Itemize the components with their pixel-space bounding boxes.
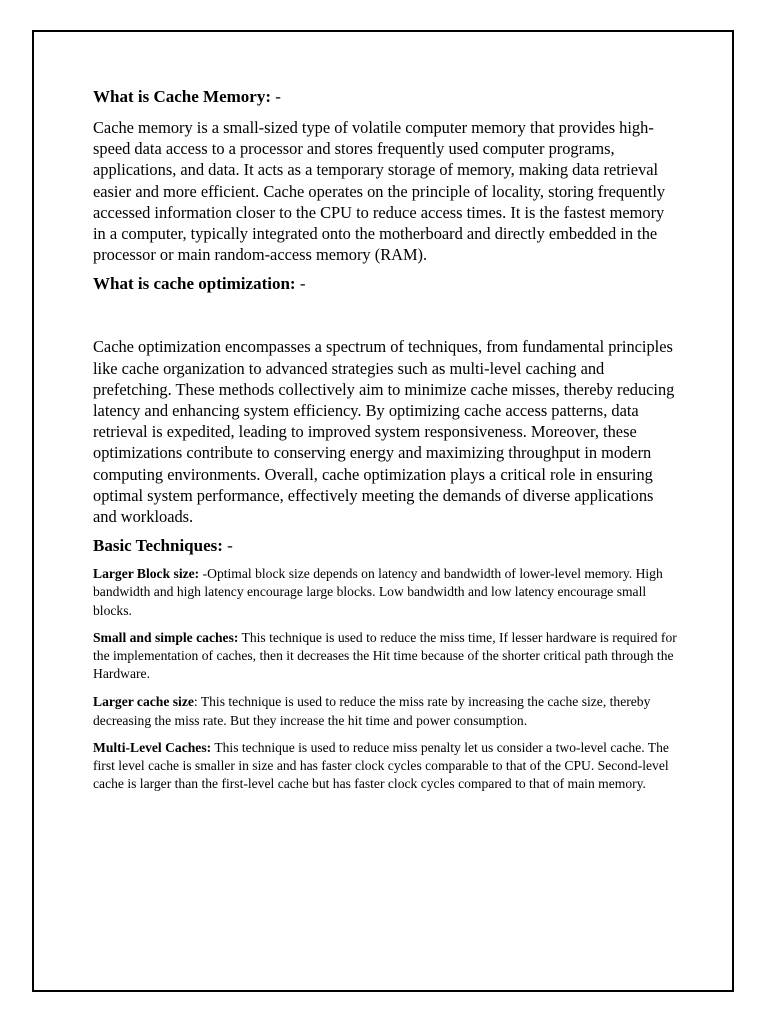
heading-basic-techniques-suffix: -	[222, 536, 233, 556]
technique-term: Larger Block size:	[93, 566, 200, 582]
technique-multi-level-caches	[93, 739, 677, 794]
technique-term: Larger cache size	[93, 694, 194, 710]
heading-cache-optimization-suffix: -	[295, 274, 306, 294]
technique-text: This technique is used to reduce miss penalty let us consider a two-level cache. The first level cache is smaller in size and has faster clock cycles comparable to that of the CPU. Second-level cache is larger than the first-level cache but has faster clock cycles compared to that of main memory.	[93, 739, 669, 792]
heading-cache-optimization	[93, 273, 677, 295]
heading-basic-techniques	[93, 535, 677, 557]
technique-term: Multi-Level Caches:	[93, 739, 212, 755]
technique-term: Small and simple caches:	[93, 629, 239, 645]
heading-cache-optimization-text: What is cache optimization:	[93, 274, 296, 294]
technique-text: -Optimal block size depends on latency and bandwidth of lower-level memory. High bandwidth and high latency encourage large blocks. Low bandwidth and low latency encourage small blocks.	[93, 566, 663, 618]
paragraph-cache-optimization: Cache optimization encompasses a spectrum of techniques, from fundamental principles like cache organization to advanced strategies such as multi-level caching and prefetching. These methods collectively aim to minimize cache misses, thereby reducing latency and enhancing system efficiency. By optimizing cache access patterns, data retrieval is expedited, leading to improved system responsiveness. Moreover, these optimizations contribute to conserving energy and maximizing throughput in modern computing environments. Overall, cache optimization plays a critical role in ensuring optimal system performance, effectively meeting the demands of diverse applications and workloads.	[93, 337, 675, 527]
technique-text: : This technique is used to reduce the miss rate by increasing the cache size, thereby decreasing the miss rate. But they increase the hit time and power consumption.	[93, 694, 651, 728]
heading-basic-techniques-text: Basic Techniques:	[93, 536, 223, 556]
technique-text: This technique is used to reduce the miss time, If lesser hardware is required for the implementation of caches, then it decreases the Hit time because of the shorter critical path through the Hardware.	[93, 629, 677, 682]
technique-larger-cache-size	[93, 693, 677, 729]
heading-cache-memory	[93, 86, 677, 108]
technique-small-simple-caches	[93, 629, 677, 684]
document-content	[93, 86, 677, 793]
heading-cache-memory-text: What is Cache Memory:	[93, 87, 271, 106]
technique-larger-block-size	[93, 565, 677, 620]
heading-cache-memory-suffix: -	[271, 87, 281, 106]
paragraph-cache-memory: Cache memory is a small-sized type of volatile computer memory that provides high-speed data access to a processor and stores frequently used computer programs, applications, and data. It acts as a temporary storage of memory, making data retrieval easier and more efficient. Cache operates on the principle of locality, storing frequently accessed information closer to the CPU to reduce access times. It is the fastest memory in a computer, typically integrated onto the motherboard and directly embedded in the processor or main random-access memory (RAM).	[93, 118, 666, 265]
